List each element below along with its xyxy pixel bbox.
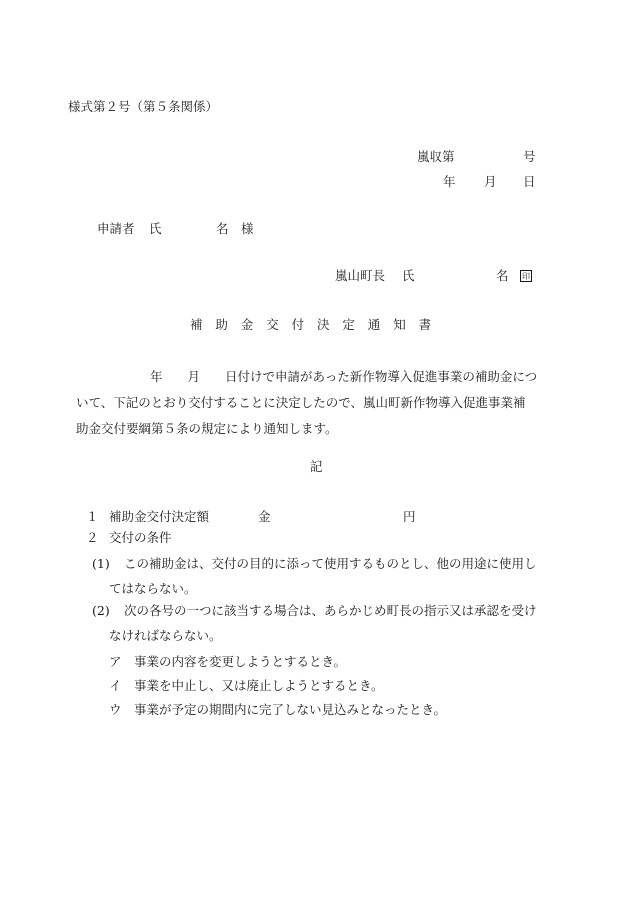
ref-number-prefix: 嵐収第 [417,149,455,164]
item-1-label: 補助金交付決定額 [109,509,210,524]
body-paragraph [76,364,548,442]
mayor-name-shi: 氏 [402,268,415,283]
item-2-label: 交付の条件 [109,530,172,545]
condition-2-line: なければならない。 [109,628,222,643]
applicant-honorific: 様 [241,221,254,236]
condition-1-number: (1) [92,556,110,571]
condition-2-number: (2) [92,603,110,618]
mayor-title: 嵐山町長 [335,268,386,283]
applicant-name-shi: 氏 [149,221,162,236]
seal-mark: 印 [522,272,530,281]
body-line: 助金交付要綱第５条の規定により通知します。 [76,421,338,436]
form-label: 様式第２号（第５条関係） [68,99,219,114]
body-line: いて、下記のとおり交付することに決定したので、嵐山町新作物導入促進事業補 [76,395,526,410]
mayor-name-mei: 名 [496,268,509,283]
item-1-yen: 円 [403,509,416,524]
item-2-number: ２ [86,530,99,545]
body-line: 年 月 日付けで申請があった新作物導入促進事業の補助金につ [150,369,538,384]
applicant-label: 申請者 [97,221,135,236]
ki-heading: 記 [310,459,323,474]
sub-item: ウ 事業が予定の期間内に完了しない見込みとなったとき。 [109,702,447,717]
document-title: 補 助 金 交 付 決 定 通 知 書 [190,317,432,332]
condition-1-line: この補助金は、交付の目的に添って使用するものとし、他の用途に使用し [124,556,537,571]
applicant-name-mei: 名 [216,221,229,236]
sub-item: イ 事業を中止し、又は廃止しようとするとき。 [109,678,384,693]
date-year-label: 年 [443,174,456,189]
date-month-label: 月 [484,174,497,189]
item-1-kin: 金 [258,509,271,524]
condition-1-line: てはならない。 [109,581,197,596]
item-1-number: １ [86,509,99,524]
ref-number-suffix: 号 [523,149,536,164]
condition-2-line: 次の各号の一つに該当する場合は、あらかじめ町長の指示又は承認を受け [124,603,537,618]
sub-item: ア 事業の内容を変更しようとするとき。 [109,654,347,669]
date-day-label: 日 [523,174,536,189]
